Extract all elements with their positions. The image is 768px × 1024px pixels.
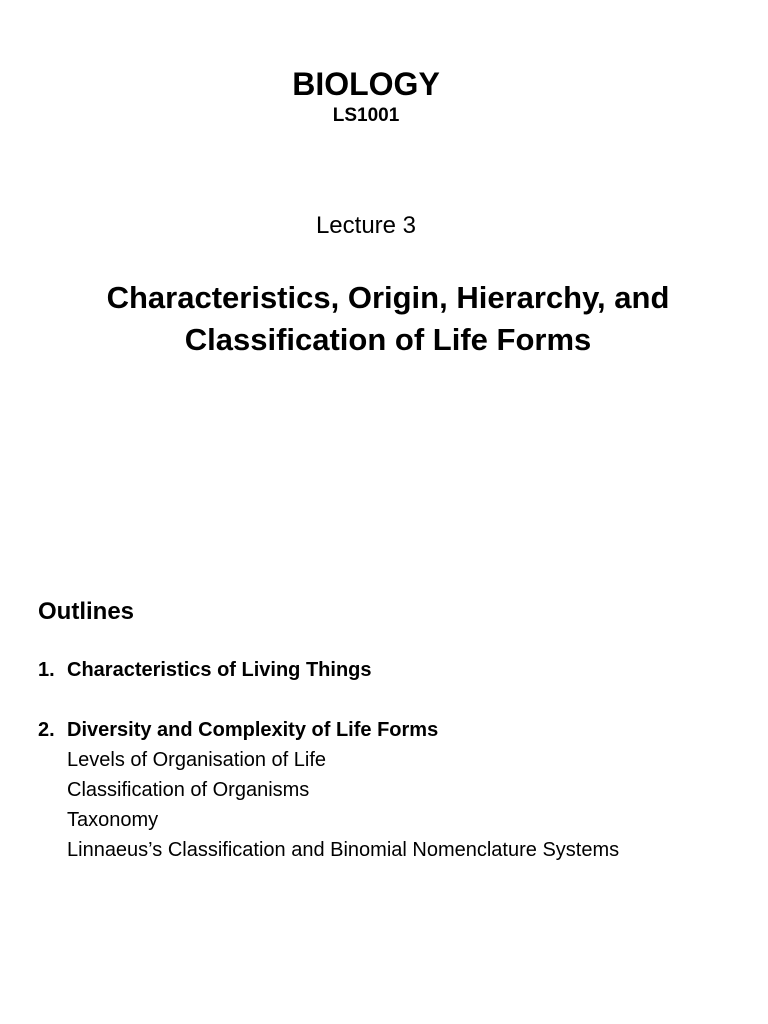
outline-item: [38, 655, 738, 685]
outline-subitem: Levels of Organisation of Life: [67, 749, 327, 771]
outline-subitem: Taxonomy: [67, 809, 159, 831]
outline-item-body: [67, 715, 738, 865]
outline-subitem: Classification of Organisms: [67, 779, 310, 801]
outline-list: [38, 655, 738, 865]
lecture-title: Characteristics, Origin, Hierarchy, and Classification of Life Forms: [106, 280, 670, 357]
outline-item-number: 1.: [38, 659, 55, 681]
outline-item-title: Characteristics of Living Things: [67, 659, 372, 681]
outline-heading: Outlines: [38, 598, 135, 625]
outline-item: [38, 715, 738, 865]
outline-item-number: 2.: [38, 719, 55, 741]
outline-item-title: Diversity and Complexity of Life Forms: [67, 719, 439, 741]
course-code: LS1001: [332, 105, 400, 126]
subject-title: BIOLOGY: [292, 66, 440, 102]
outline-item-body: [67, 655, 738, 685]
lecture-number: Lecture 3: [315, 212, 417, 239]
outline-subitem: Linnaeus’s Classification and Binomial Nomenclature Systems: [67, 839, 620, 861]
